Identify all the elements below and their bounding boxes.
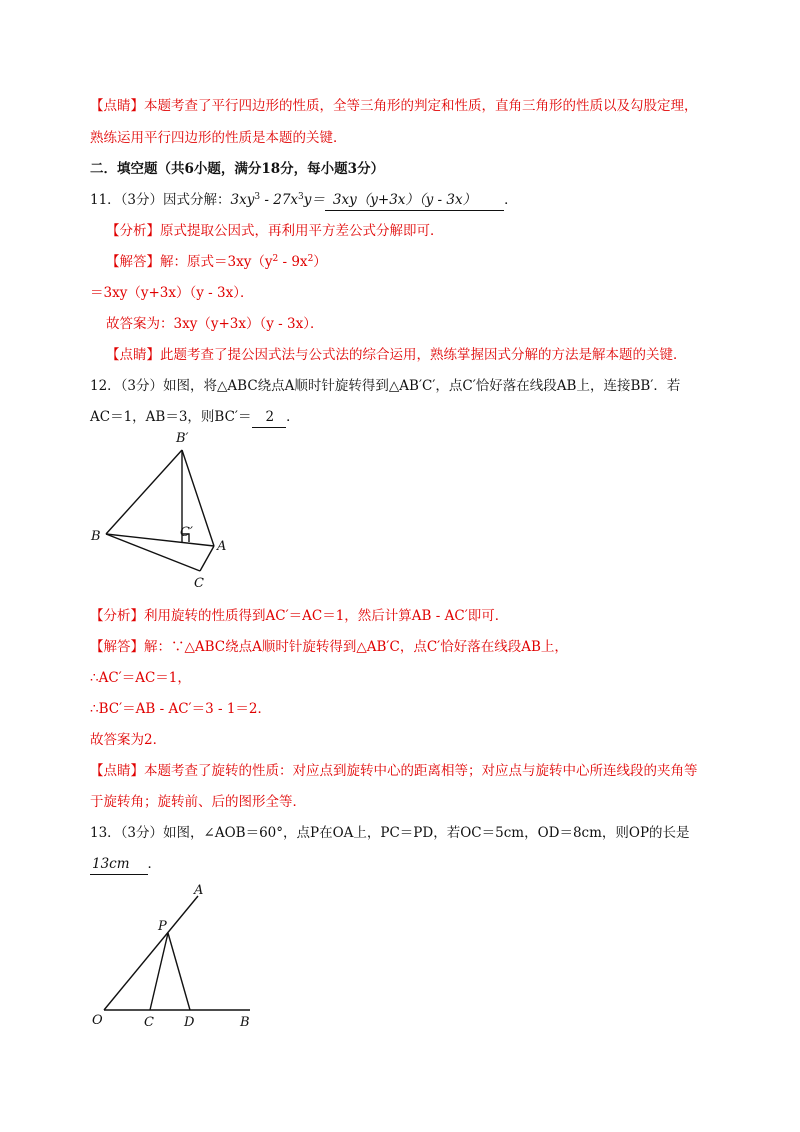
q12-solution-3: ∴BC′＝AB - AC′＝3 - 1＝2． bbox=[90, 701, 272, 717]
label-p: P bbox=[158, 919, 167, 934]
q12-answer-blank bbox=[252, 407, 287, 428]
label-o: O bbox=[92, 1013, 103, 1028]
q11-analysis: 【分析】原式提取公因式，再利用平方差公式分解即可． bbox=[106, 223, 444, 239]
q13-question-line-2 bbox=[90, 854, 161, 875]
q11-expr-c: y＝ bbox=[303, 192, 325, 208]
segment-b-bprime bbox=[106, 450, 182, 534]
label-d: D bbox=[184, 1015, 195, 1030]
q11-sol1-exp1: 2 bbox=[272, 254, 279, 264]
label-b-prime: B′ bbox=[176, 431, 189, 446]
q12-figure bbox=[88, 424, 238, 592]
q11-solution-2: ＝3xy（y+3x）（y - 3x）． bbox=[90, 285, 254, 301]
q11-solution-1 bbox=[106, 252, 327, 272]
label-c: C bbox=[194, 576, 204, 591]
q12-solution-4: 故答案为2． bbox=[90, 732, 167, 748]
q11-question bbox=[90, 190, 518, 211]
q13-question-line-1: 13．（3分）如图，∠AOB＝60°，点P在OA上，PC＝PD，若OC＝5cm，OD＝8cm，则OP的长是 bbox=[90, 825, 690, 841]
q11-exp-a: 3 bbox=[254, 192, 261, 202]
q11-expr-a: 3xy bbox=[230, 192, 255, 208]
label-a: A bbox=[217, 539, 227, 554]
dianjing-line-2: 熟练运用平行四边形的性质是本题的关键． bbox=[90, 130, 347, 146]
q11-tail: ． bbox=[504, 192, 518, 208]
q11-expr-b: - 27x bbox=[260, 192, 299, 208]
q11-sol1-exp2: 2 bbox=[307, 254, 314, 264]
q12-line2-prefix: AC＝1，AB＝3，则BC′＝ bbox=[90, 409, 252, 425]
q11-dianjing: 【点睛】此题考查了提公因式法与公式法的综合运用，熟练掌握因式分解的方法是解本题的关键． bbox=[106, 347, 687, 363]
label-c-prime: C′ bbox=[180, 525, 193, 540]
q12-answer: 2 bbox=[265, 409, 275, 425]
q12-dianjing-2: 于旋转角；旋转前、后的图形全等． bbox=[90, 794, 306, 810]
q12-solution-2: ∴AC′＝AC＝1， bbox=[90, 670, 191, 686]
q13-answer-blank bbox=[90, 854, 148, 875]
dianjing-line-1: 【点睛】本题考查了平行四边形的性质，全等三角形的判定和性质，直角三角形的性质以及勾股定理， bbox=[90, 98, 698, 114]
segment-c-a bbox=[200, 546, 214, 571]
label-b: B bbox=[240, 1015, 250, 1030]
label-c: C bbox=[144, 1015, 154, 1030]
q13-answer: 13cm bbox=[92, 856, 130, 872]
segment-pd bbox=[168, 933, 190, 1010]
ray-oa bbox=[104, 896, 198, 1010]
q12-analysis: 【分析】利用旋转的性质得到AC′＝AC＝1，然后计算AB - AC′即可． bbox=[90, 608, 509, 624]
q13-figure bbox=[88, 878, 278, 1030]
label-a: A bbox=[194, 883, 204, 898]
q11-prefix: 11．（3分）因式分解： bbox=[90, 192, 231, 208]
q11-solution-3: 故答案为：3xy（y+3x）（y - 3x）． bbox=[106, 316, 324, 332]
q11-sol1-a: 【解答】解：原式＝3xy（y bbox=[106, 254, 273, 270]
label-b: B bbox=[91, 529, 101, 544]
q13-tail: ． bbox=[147, 856, 162, 872]
q11-sol1-c: ） bbox=[313, 254, 327, 270]
section-heading: 二．填空题（共6小题，满分18分，每小题3分） bbox=[90, 161, 385, 177]
q11-answer-blank bbox=[325, 190, 504, 211]
q12-solution-1: 【解答】解：∵△ABC绕点A顺时针旋转得到△AB′C，点C′恰好落在线段AB上， bbox=[90, 639, 568, 655]
q12-dianjing-1: 【点睛】本题考查了旋转的性质：对应点到旋转中心的距离相等；对应点与旋转中心所连线段的夹角等 bbox=[90, 763, 698, 779]
q12-question-line-1: 12．（3分）如图，将△ABC绕点A顺时针旋转得到△AB′C′，点C′恰好落在线段AB上，连接BB′．若 bbox=[90, 378, 681, 394]
q11-exp-b: 3 bbox=[298, 192, 304, 202]
segment-pc bbox=[150, 933, 168, 1010]
q12-tail: ． bbox=[286, 409, 300, 425]
q11-sol1-b: - 9x bbox=[278, 254, 308, 270]
q11-answer: 3xy（y+3x）（y - 3x） bbox=[332, 192, 477, 208]
